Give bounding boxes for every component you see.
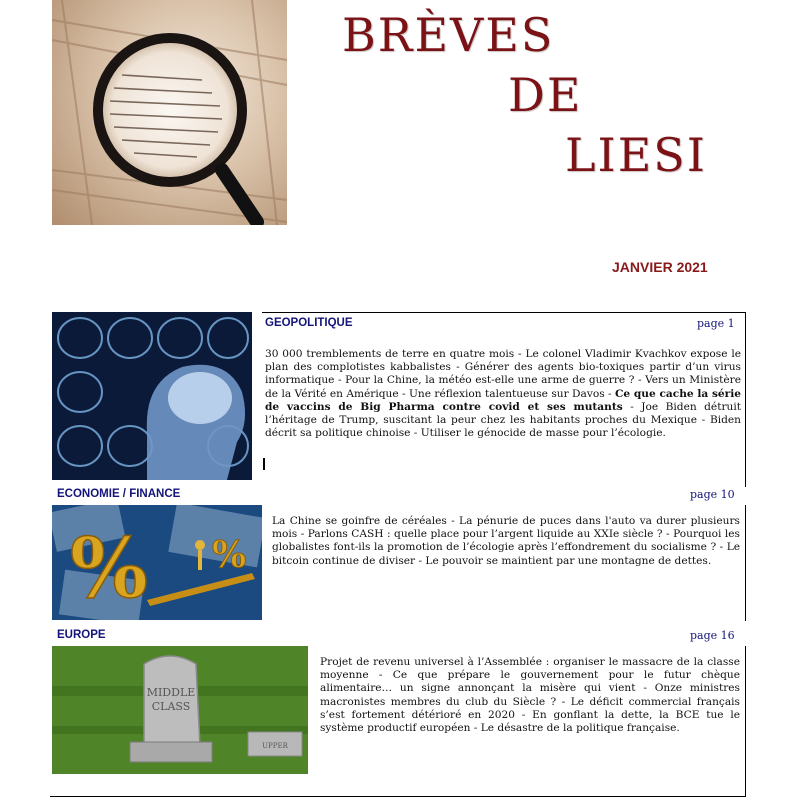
header-magnifier-image (52, 0, 287, 225)
middle-class-tombstone-image (52, 646, 308, 774)
title-line-breves: BRÈVES (342, 8, 555, 62)
section-title-geopolitique: GEOPOLITIQUE (265, 317, 353, 329)
highlight-vaccins: Ce que cache la série de vaccins de Big Pharma contre covid et ses mutants (265, 387, 742, 413)
frame-right-line-3 (745, 646, 746, 796)
svg-text:%: % (212, 534, 247, 576)
section-text-geopolitique: 30 000 tremblements de terre en quatre mois - Le colonel Vladimir Kvachkov expose le plan des complotistes kabbalistes - Générer des agents bio-toxiques partir d’un virus informatique - Pour la Chine, la météo est-elle une arme de guerre ? - Vers un Ministère de la Vérité en Amérique - Une réflexion talentueuse sur Davos - Ce que cache la série de vaccins de Big Pharma contre covid et ses mutants - Joe Biden détruit l’héritage de Trump, suscitant la peur chez les habitants proches du Mexique - Biden décrit sa politique chinoise - Utiliser le génocide de masse pour l’écologie. (265, 348, 742, 440)
svg-text:UPPER: UPPER (262, 742, 288, 750)
page-ref-economie[interactable]: page 10 (690, 488, 735, 501)
section-title-economie: ECONOMIE / FINANCE (57, 488, 181, 500)
issue-date: JANVIER 2021 (612, 259, 708, 275)
frame-top-line (262, 312, 746, 313)
frame-right-line-2 (745, 505, 746, 621)
page-ref-geopolitique[interactable]: page 1 (697, 317, 735, 330)
section-text-economie: La Chine se goinfre de céréales - La pénurie de puces dans l'auto va durer plusieurs mois - Parlons CASH : quelle place pour l’argent liquide au XXIe siècle ? - Pourquoi les globalistes font-ils la promotion de l’écologie après l’effondrement du socialisme ? - Le bitcoin continue de diviser - Le pouvoir se maintient par une montagne de dettes. (272, 515, 740, 567)
svg-text:CLASS: CLASS (151, 700, 191, 713)
brain-scan-image (52, 312, 252, 480)
svg-text:MIDDLE: MIDDLE (146, 686, 196, 699)
section-title-europe: EUROPE (57, 629, 106, 641)
text-cursor-mark (263, 458, 265, 470)
title-line-de: DE (508, 68, 583, 122)
section-text-europe: Projet de revenu universel à l’Assemblée : organiser le massacre de la classe moyenne - Ce que prépare le gouvernement pour le futur chèque alimentaire… un signe annonçant la misère qui vient - Onze ministres macronistes membres du club du Siècle ? - Le déficit commercial français s’est fortement détérioré en 2020 - En gonflant la dette, la BCE tue le système productif européen - Le désastre de la politique française. (320, 656, 740, 735)
title-line-liesi: LIESI (565, 128, 707, 182)
frame-right-line-1 (745, 312, 746, 487)
svg-text:%: % (70, 521, 148, 617)
percent-finance-image (52, 505, 262, 620)
page-ref-europe[interactable]: page 16 (690, 629, 735, 642)
frame-bottom-line (50, 796, 746, 797)
